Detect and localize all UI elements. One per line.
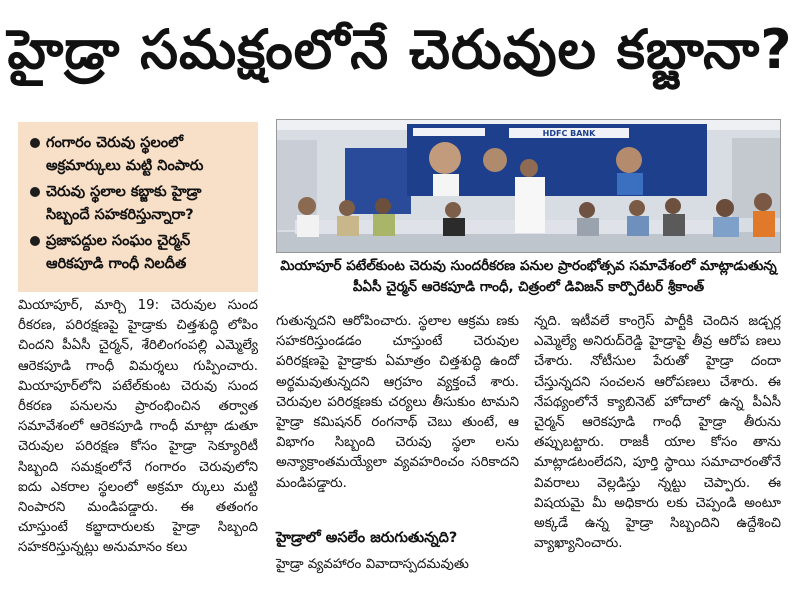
article-column-2-continued: హైడ్రా వ్యవహారం వివాదాస్పదమవుతు <box>276 557 469 572</box>
event-photo-illustration <box>277 120 781 253</box>
highlight-item <box>28 230 248 276</box>
photo-caption: మియాపూర్ పటేల్‌కుంట చెరువు సుందరీకరణ పనుల ప్రారంభోత్సవ సమావేశంలో మాట్లాడుతున్న పీఏసీ చైర్మన్ ఆరెకపూడి గాంధీ, చిత్రంలో డివిజన్ కార్పొరేటర్ శ్రీకాంత్ <box>280 258 777 295</box>
bullet-icon <box>30 187 40 197</box>
bullet-icon <box>30 236 40 246</box>
article-subheading: హైడ్రాలో అసలేం జరుగుతున్నది? <box>276 530 458 546</box>
bullet-icon <box>30 138 40 148</box>
highlight-item <box>28 181 248 227</box>
banner-logo-text: HDFC BANK <box>542 129 596 138</box>
headline: హైడ్రా సమక్షంలోనే చెరువుల కబ్జానా? <box>7 17 793 81</box>
article-column-3: న్నది. ఇటీవలే కాంగ్రెస్ పార్టీకి చెందిన జడ్చర్ల ఎమ్మెల్యే అనిరుద్‌రెడ్డి హైడ్రాపై తీవ్ర ఆరోప ణలు చేశారు. నోటీసుల పేరుతో హైడ్రా దందా చేస్తున్నదని సంచలన ఆరోపణలు చేశారు. ఈ నేపథ్యంలోనే క్యాబినెట్ హోదాలో ఉన్న పీఏసీ చైర్మన్ ఆరెకపూడి గాంధీ హైడ్రా తీరును తప్పుబట్టారు. రాజకీ యాల కోసం తాను మాట్లాడటంలేదని, పూర్తి స్థాయి సమాచారంతోనే వివరాలు వెల్లడిస్తు న్నట్టు చెప్పారు. ఈ విషయమై మీ అధికారు లకు చెప్పండి అంటూ అక్కడే ఉన్న హైడ్రా సిబ్బందిని ఉద్దేశించి వ్యాఖ్యానించారు. <box>534 314 781 552</box>
highlights-list <box>28 132 248 276</box>
highlight-text: చెరువు స్థలాల కబ్జాకు హైడ్రా సిబ్బందే సహకరిస్తున్నారా? <box>46 184 202 223</box>
highlight-item <box>28 132 248 178</box>
news-photo <box>276 119 781 253</box>
article-column-2: గుతున్నదని ఆరోపించారు. స్థలాల ఆక్రమ ణకు సహకరిస్తుండడం చూస్తుంటే చెరువుల పరిరక్షణపై హైడ్రాకు ఏమాత్రం చిత్తశుద్ధి ఉందో అర్థమవుతున్నదని ఆగ్రహం వ్యక్తంచే శారు. చెరువుల పరిరక్షణకు చర్యలు తీసుకుం టామని హైడ్రా కమిషనర్ రంగనాథ్ చెబు తుంటే, ఆ విభాగం సిబ్బంది చెరువు స్థలా లను అన్యాక్రాంతమయ్యేలా వ్యవహరించం సరికాదని మండిపడ్డారు. <box>276 314 519 491</box>
article-column-1: మియాపూర్, మార్చి 19: చెరువుల సుంద రీకరణ, పరిరక్షణపై హైడ్రాకు చిత్తశుద్ధి లోపిం చిందని పీఏసీ చైర్మన్, శేరిలింగంపల్లి ఎమ్మెల్యే ఆరెకపూడి గాంధీ విమర్శలు గుప్పించారు. మియాపూర్‌లోని పటేల్‌కుంట చెరువు సుంద రీకరణ పనులను ప్రారంభించిన తర్వాత సమావేశంలో ఆరెకపూడి గాంధీ మాట్లా డుతూ చెరువుల పరిరక్షణ కోసం హైడ్రా సెక్యూరిటీ సిబ్బంది సమక్షంలోనే గంగారం చెరువులోని ఐదు ఎకరాల స్థలంలో అక్రమా ర్కులు మట్టి నింపారని మండిపడ్డారు. ఈ తతంగం చూస్తుంటే కబ్జాదారులకు హైడ్రా సిబ్బంది సహకరిస్తున్నట్లు అనుమానం కలు <box>18 298 258 556</box>
highlight-text: గంగారం చెరువు స్థలంలో అక్రమార్కులు మట్టి నింపారు <box>46 135 204 174</box>
highlights-box <box>18 122 258 292</box>
highlight-text: ప్రజాపద్దుల సంఘం చైర్మన్ ఆరికపూడి గాంధీ నిలదీత <box>46 233 191 272</box>
